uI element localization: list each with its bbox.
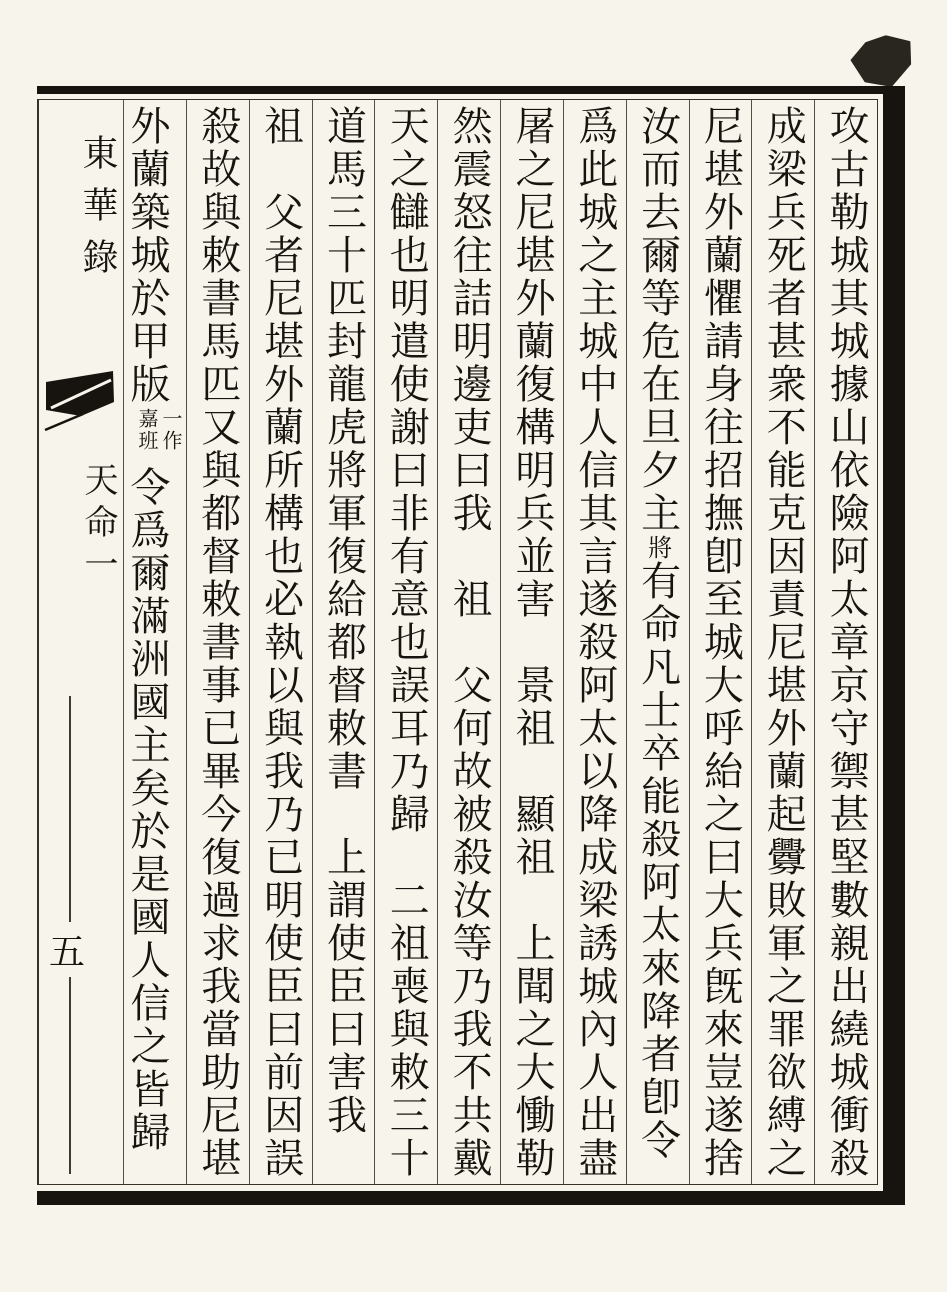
chapter-label: 天命一 <box>78 462 118 588</box>
inner-frame <box>37 99 878 1185</box>
text-column: 殺故與敕書馬匹又與都督敕書事已畢今復過求我當助尼堪 <box>186 100 249 1184</box>
text-column: 尼堪外蘭懼請身往招撫卽至城大呼紿之曰大兵旣來豈遂捨 <box>689 100 752 1184</box>
text-column: 道馬三十匹封龍虎將軍復給都督敕書 上謂使臣曰害我 <box>312 100 375 1184</box>
page-number: 五 <box>47 922 87 977</box>
text-column: 爲此城之主城中人信其言遂殺阿太以降成梁誘城內人出盡 <box>563 100 626 1184</box>
interlinear-note: 一作嘉班 <box>134 408 183 452</box>
text-column: 然震怒往詰明邊吏曰我 祖 父何故被殺汝等乃我不共戴 <box>437 100 500 1184</box>
fishtail-ornament-icon <box>43 368 119 454</box>
columns <box>123 100 877 1184</box>
small-correction-char: 將 <box>643 535 672 560</box>
text-column: 外蘭築城於甲版一作嘉班令爲爾滿洲國主矣於是國人信之皆歸 <box>123 100 186 1184</box>
text-column: 汝而去爾等危在旦夕主將有命凡士卒能殺阿太來降者卽令 <box>626 100 689 1184</box>
text-column: 成梁兵死者甚衆不能克因責尼堪外蘭起釁敗軍之罪欲縛之 <box>751 100 814 1184</box>
margin-strip <box>39 100 123 1184</box>
ink-smudge <box>848 32 917 92</box>
text-column: 攻古勒城其城據山依險阿太章京守禦甚堅數親出繞城衝殺 <box>814 100 877 1184</box>
printed-frame <box>37 86 905 1205</box>
text-column: 祖 父者尼堪外蘭所構也必執以與我乃已明使臣曰前因誤 <box>249 100 312 1184</box>
text-column: 屠之尼堪外蘭復構明兵並害 景祖 顯祖 上聞之大慟勒 <box>500 100 563 1184</box>
book-title: 東華錄 <box>77 134 118 290</box>
text-column: 天之讎也明遣使謝曰非有意也誤耳乃歸 二祖喪與敕三十 <box>374 100 437 1184</box>
